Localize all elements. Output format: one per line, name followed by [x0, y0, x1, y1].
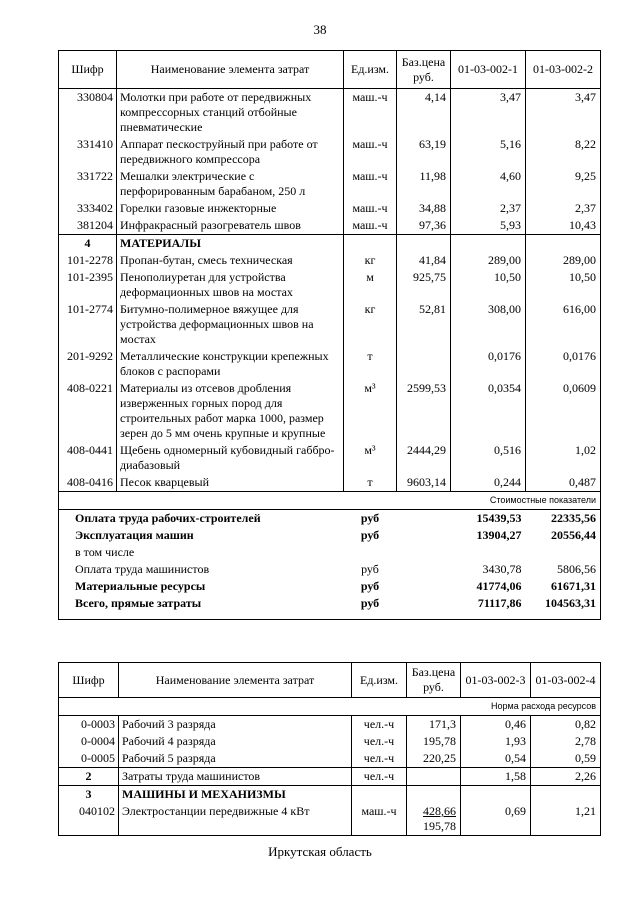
row-value-2: 2,78 — [531, 733, 601, 750]
section-title: Затраты труда машинистов — [119, 768, 352, 786]
row-value-2: 0,0176 — [526, 348, 601, 380]
row-value-1: 0,244 — [451, 474, 526, 492]
table-row — [59, 803, 601, 836]
row-name: Песок кварцевый — [117, 474, 344, 492]
summary-spacer — [397, 561, 451, 578]
table-row — [59, 474, 601, 492]
summary-value-1 — [451, 544, 526, 561]
row-price: 925,75 — [397, 269, 451, 301]
summary-row — [59, 578, 601, 595]
row-name: Металлические конструкции крепежных блоков с распорами — [117, 348, 344, 380]
row-unit: чел.-ч — [352, 716, 407, 734]
section-row-machinists — [59, 768, 601, 786]
row-value-2: 616,00 — [526, 301, 601, 348]
row-value-1: 0,516 — [451, 442, 526, 474]
row-price: 2444,29 — [397, 442, 451, 474]
row-price: 2599,53 — [397, 380, 451, 442]
row-value-2: 10,43 — [526, 217, 601, 235]
row-code: 330804 — [59, 89, 117, 137]
section-value-1: 1,58 — [461, 768, 531, 786]
row-value-2: 0,59 — [531, 750, 601, 768]
summary-unit: руб — [360, 511, 380, 525]
summary-value-1: 15439,53 — [476, 511, 522, 525]
row-name: Щебень одномерный кубовидный габбро-диабазовый — [117, 442, 344, 474]
note-cost-indicators: Стоимостные показатели — [59, 492, 601, 510]
row-name: Рабочий 3 разряда — [119, 716, 352, 734]
section-value-2: 2,26 — [531, 768, 601, 786]
row-price: 41,84 — [397, 252, 451, 269]
summary-unit: руб — [360, 579, 380, 593]
summary-value-2: 61671,31 — [526, 578, 601, 595]
summary-row — [59, 527, 601, 544]
summary-value-1: 3430,78 — [482, 562, 522, 576]
page-number: 38 — [313, 22, 327, 37]
row-value-1: 0,46 — [461, 716, 531, 734]
row-value-2: 8,22 — [526, 136, 601, 168]
row-value-2: 1,21 — [531, 803, 601, 836]
row-value-1: 0,0354 — [451, 380, 526, 442]
row-price: 52,81 — [397, 301, 451, 348]
summary-unit — [344, 544, 397, 561]
table-row — [59, 348, 601, 380]
row-name: Аппарат пескоструйный при работе от передвижного компрессора — [117, 136, 344, 168]
row-price: 97,36 — [397, 217, 451, 235]
summary-spacer — [397, 595, 451, 619]
row-price: 34,88 — [397, 200, 451, 217]
row-code: 0-0003 — [59, 716, 119, 734]
summary-unit: руб — [344, 595, 397, 619]
row-value-1: 308,00 — [451, 301, 526, 348]
section-code: 3 — [59, 786, 119, 804]
row-value-2: 10,50 — [526, 269, 601, 301]
row-value-1: 3,47 — [451, 89, 526, 137]
row-unit: чел.-ч — [352, 750, 407, 768]
row-name: Рабочий 5 разряда — [119, 750, 352, 768]
table-row — [59, 716, 601, 734]
row-value-2: 9,25 — [526, 168, 601, 200]
section-title: МАШИНЫ И МЕХАНИЗМЫ — [119, 786, 352, 804]
summary-value-2: 20556,44 — [526, 527, 601, 544]
row-code: 331410 — [59, 136, 117, 168]
header-col-1: 01-03-002-1 — [451, 51, 526, 89]
row-value-1: 1,93 — [461, 733, 531, 750]
summary-label: Всего, прямые затраты — [59, 595, 344, 619]
row-name: Битумно-полимерное вяжущее для устройства деформационных швов на мостах — [117, 301, 344, 348]
row-value-2: 289,00 — [526, 252, 601, 269]
row-value-2: 0,487 — [526, 474, 601, 492]
row-price: 195,78 — [407, 733, 461, 750]
summary-value-2: 104563,31 — [526, 595, 601, 619]
row-value-1: 289,00 — [451, 252, 526, 269]
row-unit: м — [344, 269, 397, 301]
row-name: Пропан-бутан, смесь техническая — [117, 252, 344, 269]
row-value-2: 3,47 — [526, 89, 601, 137]
row-price: 9603,14 — [397, 474, 451, 492]
row-name: Горелки газовые инжекторные — [117, 200, 344, 217]
note-row — [59, 698, 601, 716]
row-code: 408-0441 — [59, 442, 117, 474]
row-value-2: 0,82 — [531, 716, 601, 734]
cost-table-1 — [58, 50, 601, 620]
summary-spacer — [397, 544, 451, 561]
row-value-2: 2,37 — [526, 200, 601, 217]
header-code: Шифр — [59, 663, 119, 698]
row-value-1: 5,16 — [451, 136, 526, 168]
header-unit: Ед.изм. — [352, 663, 407, 698]
row-code: 040102 — [59, 803, 119, 836]
table-row — [59, 168, 601, 200]
summary-label: Материальные ресурсы — [59, 578, 344, 595]
row-code: 101-2395 — [59, 269, 117, 301]
row-value-2: 0,0609 — [526, 380, 601, 442]
header-col-3: 01-03-002-3 — [461, 663, 531, 698]
section-title: МАТЕРИАЛЫ — [117, 235, 344, 253]
row-value-1: 2,37 — [451, 200, 526, 217]
row-value-2: 1,02 — [526, 442, 601, 474]
header-name: Наименование элемента затрат — [119, 663, 352, 698]
footer-region: Иркутская область — [268, 844, 372, 859]
row-name: Инфракрасный разогреватель швов — [117, 217, 344, 235]
summary-value-2: 5806,56 — [526, 561, 601, 578]
section-unit: чел.-ч — [352, 768, 407, 786]
row-price: 63,19 — [397, 136, 451, 168]
cost-table-2 — [58, 662, 601, 836]
row-unit: м³ — [344, 442, 397, 474]
section-row-materials — [59, 235, 601, 253]
row-unit: маш.-ч — [344, 89, 397, 137]
row-price: 171,3 — [407, 716, 461, 734]
row-value-1: 0,69 — [461, 803, 531, 836]
table-row — [59, 733, 601, 750]
table-row — [59, 750, 601, 768]
table-row — [59, 200, 601, 217]
table-row — [59, 136, 601, 168]
row-code: 333402 — [59, 200, 117, 217]
header-price: Баз.цена руб. — [407, 663, 461, 698]
row-price — [407, 803, 461, 836]
row-value-1: 5,93 — [451, 217, 526, 235]
header-price: Баз.цена руб. — [397, 51, 451, 89]
summary-unit: руб — [361, 562, 379, 576]
row-code: 101-2278 — [59, 252, 117, 269]
row-code: 331722 — [59, 168, 117, 200]
header-code: Шифр — [59, 51, 117, 89]
row-unit: м³ — [344, 380, 397, 442]
row-unit: кг — [344, 301, 397, 348]
section-row-machines — [59, 786, 601, 804]
row-value-1: 10,50 — [451, 269, 526, 301]
row-name: Материалы из отсевов дробления изверженных горных пород для строительных работ марка 1000, размер зерен до 5 мм очень крупные и крупные — [117, 380, 344, 442]
summary-row — [59, 544, 601, 561]
row-unit: т — [344, 474, 397, 492]
note-row — [59, 492, 601, 510]
summary-row — [59, 510, 601, 528]
section-code: 2 — [59, 768, 119, 786]
row-code: 101-2774 — [59, 301, 117, 348]
summary-value-1: 41774,06 — [476, 579, 522, 593]
row-name: Электростанции передвижные 4 кВт — [119, 803, 352, 836]
summary-spacer — [397, 578, 451, 595]
summary-spacer — [397, 510, 451, 528]
header-name: Наименование элемента затрат — [117, 51, 344, 89]
table-row — [59, 269, 601, 301]
summary-value-2 — [526, 544, 601, 561]
row-price-main: 428,66 — [423, 804, 456, 818]
table-row — [59, 89, 601, 137]
table-row — [59, 380, 601, 442]
summary-label: Оплата труда машинистов — [59, 561, 344, 578]
row-code: 0-0005 — [59, 750, 119, 768]
summary-label: Оплата труда рабочих-строителей — [59, 510, 344, 528]
row-price-secondary: 195,78 — [423, 819, 456, 833]
summary-label: в том числе — [59, 544, 344, 561]
header-unit: Ед.изм. — [344, 51, 397, 89]
summary-value-1: 71117,86 — [451, 595, 526, 619]
summary-spacer — [397, 527, 451, 544]
summary-value-1: 13904,27 — [476, 528, 522, 542]
row-unit: маш.-ч — [352, 803, 407, 836]
table-row — [59, 217, 601, 235]
table-row — [59, 252, 601, 269]
section-code: 4 — [59, 235, 117, 253]
summary-row — [59, 595, 601, 619]
row-price: 11,98 — [397, 168, 451, 200]
row-name: Молотки при работе от передвижных компрессорных станций отбойные пневматические — [117, 89, 344, 137]
header-col-2: 01-03-002-2 — [526, 51, 601, 89]
row-name: Мешалки электрические с перфорированным барабаном, 250 л — [117, 168, 344, 200]
row-unit: т — [344, 348, 397, 380]
row-price — [397, 348, 451, 380]
row-code: 381204 — [59, 217, 117, 235]
row-value-1: 0,54 — [461, 750, 531, 768]
row-value-1: 4,60 — [451, 168, 526, 200]
row-price: 4,14 — [397, 89, 451, 137]
row-price: 220,25 — [407, 750, 461, 768]
row-name: Рабочий 4 разряда — [119, 733, 352, 750]
table-row — [59, 442, 601, 474]
summary-value-2: 22335,56 — [526, 510, 601, 528]
header-col-4: 01-03-002-4 — [531, 663, 601, 698]
row-unit: маш.-ч — [344, 136, 397, 168]
row-unit: кг — [344, 252, 397, 269]
summary-label: Эксплуатация машин — [59, 527, 344, 544]
summary-unit: руб — [360, 528, 380, 542]
row-unit: маш.-ч — [344, 200, 397, 217]
row-code: 201-9292 — [59, 348, 117, 380]
row-name: Пенополиуретан для устройства деформационных швов на мостах — [117, 269, 344, 301]
summary-row — [59, 561, 601, 578]
row-unit: маш.-ч — [344, 168, 397, 200]
row-code: 408-0416 — [59, 474, 117, 492]
row-code: 0-0004 — [59, 733, 119, 750]
row-unit: маш.-ч — [344, 217, 397, 235]
note-resource-norm: Норма расхода ресурсов — [59, 698, 601, 716]
table-row — [59, 301, 601, 348]
row-unit: чел.-ч — [352, 733, 407, 750]
row-code: 408-0221 — [59, 380, 117, 442]
row-value-1: 0,0176 — [451, 348, 526, 380]
